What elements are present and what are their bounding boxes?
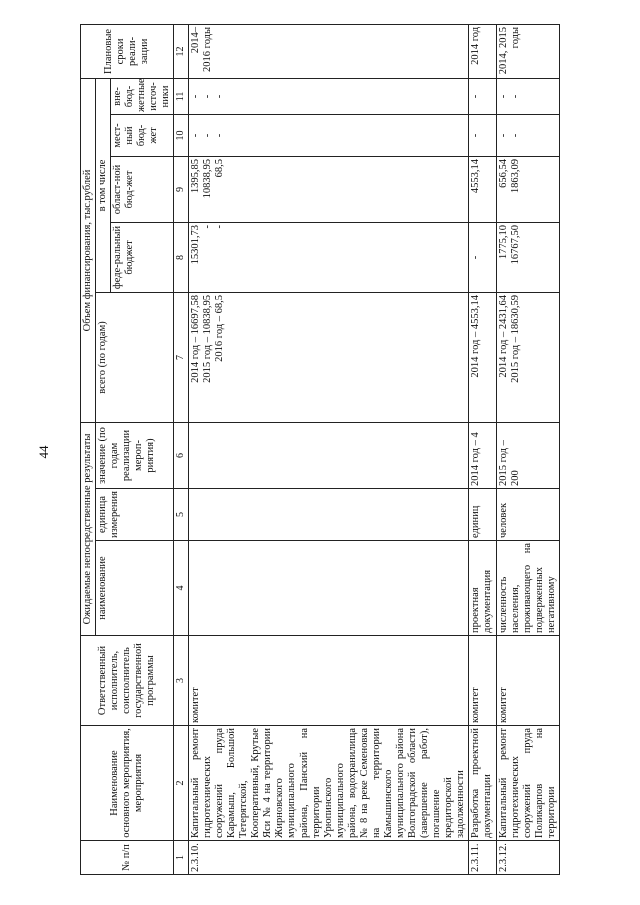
row-name: Разработка проектной документации bbox=[469, 726, 496, 841]
col-number: 5 bbox=[174, 489, 189, 541]
header-res-unit: единица измерения bbox=[96, 489, 174, 541]
header-fin-extra: вне-бюд-жетные источ-ники bbox=[111, 78, 174, 114]
page-number: 44 bbox=[36, 445, 51, 459]
row-res-value: 2015 год – 200 bbox=[496, 422, 559, 488]
row-terms: 2014– 2016 годы bbox=[188, 24, 468, 78]
col-number: 8 bbox=[174, 222, 189, 292]
table-row bbox=[188, 24, 468, 874]
row-loc: - bbox=[469, 114, 496, 156]
financing-table bbox=[80, 24, 560, 875]
header-res-name: наименование bbox=[96, 541, 174, 636]
table-row bbox=[469, 24, 496, 874]
row-reg: 1395,85 10838,95 68,5 bbox=[188, 156, 468, 222]
row-res-unit bbox=[188, 489, 468, 541]
row-executor: комитет bbox=[469, 636, 496, 726]
row-extra: - - - bbox=[188, 78, 468, 114]
col-number: 4 bbox=[174, 541, 189, 636]
row-no: 2.3.11. bbox=[469, 841, 496, 875]
row-res-name: численность населения, проживающего на подверженных негативному bbox=[496, 541, 559, 636]
row-total: 2014 год – 4553,14 bbox=[469, 292, 496, 422]
row-name: Капитальный ремонт гидротехнических сооружений пруда Поликарпов на территории bbox=[496, 726, 559, 841]
header-fin-loc: мест-ный бюд-жет bbox=[111, 114, 174, 156]
header-financing: Объем финансирования, тыс.рублей bbox=[81, 78, 96, 422]
row-reg: 4553,14 bbox=[469, 156, 496, 222]
row-no: 2.3.12. bbox=[496, 841, 559, 875]
row-res-unit: единиц bbox=[469, 489, 496, 541]
col-number: 12 bbox=[174, 24, 189, 78]
row-total: 2014 год – 16697,58 2015 год – 10838,95 2016 год – 68,5 bbox=[188, 292, 468, 422]
header-fin-fed: феде-ральный бюджет bbox=[111, 222, 174, 292]
row-terms: 2014, 2015 годы bbox=[496, 24, 559, 78]
header-res-value: значение (по годам реализации мероп-риятия) bbox=[96, 422, 174, 488]
row-loc: - - bbox=[496, 114, 559, 156]
column-numbers-row bbox=[174, 24, 189, 874]
header-name: Наименование основного мероприятия, мероприятия bbox=[81, 726, 174, 841]
row-fed: 15301,73 - - bbox=[188, 222, 468, 292]
header-fin-incl: в том числе bbox=[96, 78, 111, 292]
row-extra: - bbox=[469, 78, 496, 114]
table-row bbox=[496, 24, 559, 874]
row-extra: - - bbox=[496, 78, 559, 114]
col-number: 10 bbox=[174, 114, 189, 156]
row-total: 2014 год – 2431,64 2015 год – 18630,59 bbox=[496, 292, 559, 422]
row-res-name: проектная документация bbox=[469, 541, 496, 636]
header-executor: Ответственный исполнитель, соисполнитель государственной программы bbox=[81, 636, 174, 726]
row-fed: 1775,10 16767,50 bbox=[496, 222, 559, 292]
col-number: 6 bbox=[174, 422, 189, 488]
row-loc: - - - bbox=[188, 114, 468, 156]
col-number: 3 bbox=[174, 636, 189, 726]
col-number: 7 bbox=[174, 292, 189, 422]
row-name: Капитальный ремонт гидротехнических сооружений пруда Карамыш, Большой Тетерятской, Кооперативный, Крутые Яси № 4 на территории Жирновского муниципального района, Панский на территории Урюпинского муниципального района, водохранилища № 8 на реке Семеновка на территории Камышинского муниципального района Волгоградской области (завершение работ), погашение кредиторской задолженности bbox=[188, 726, 468, 841]
header-fin-reg: област-ной бюд-жет bbox=[111, 156, 174, 222]
header-fin-total: всего (по годам) bbox=[96, 292, 174, 422]
row-fed: - bbox=[469, 222, 496, 292]
row-reg: 656,54 1863,09 bbox=[496, 156, 559, 222]
col-number: 11 bbox=[174, 78, 189, 114]
header-no: № п/п bbox=[81, 841, 174, 875]
row-terms: 2014 год bbox=[469, 24, 496, 78]
col-number: 2 bbox=[174, 726, 189, 841]
col-number: 9 bbox=[174, 156, 189, 222]
col-number: 1 bbox=[174, 841, 189, 875]
rotated-page bbox=[80, 25, 600, 875]
row-res-name bbox=[188, 541, 468, 636]
row-executor: комитет bbox=[188, 636, 468, 726]
row-res-value: 2014 год – 4 bbox=[469, 422, 496, 488]
header-results: Ожидаемые непосредственные результаты bbox=[81, 422, 96, 635]
row-executor: комитет bbox=[496, 636, 559, 726]
header-terms: Плановые сроки реали-зации bbox=[81, 24, 174, 78]
row-res-value bbox=[188, 422, 468, 488]
row-res-unit: человек bbox=[496, 489, 559, 541]
row-no: 2.3.10. bbox=[188, 841, 468, 875]
